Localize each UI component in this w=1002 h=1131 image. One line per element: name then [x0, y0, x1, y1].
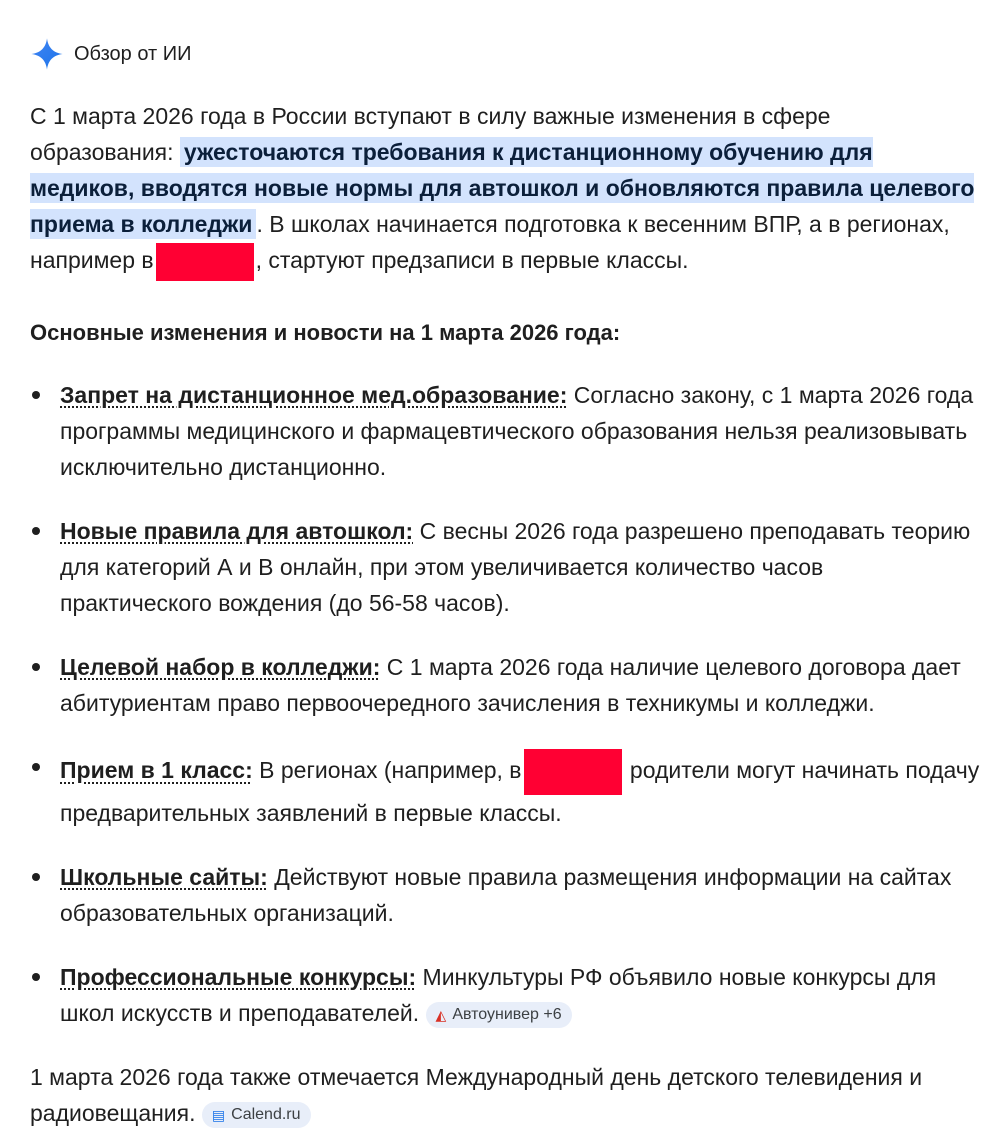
list-item — [30, 959, 980, 1031]
bullet — [32, 873, 40, 881]
intro-paragraph — [30, 98, 980, 281]
section-title: Основные изменения и новости на 1 марта 2026 года: — [30, 319, 621, 345]
item-text: Минкультуры РФ объявило новые конкурсы для школ искусств и преподавателей. — [60, 963, 937, 1026]
redaction-block — [156, 243, 254, 281]
source-logo-icon: ◭ — [435, 1006, 447, 1023]
list-item — [30, 377, 980, 485]
bullet — [32, 763, 40, 771]
intro-text-2: . В школах начинается подготовка к весенним ВПР, а в регионах, например в — [30, 211, 950, 273]
list-item — [30, 749, 980, 831]
intro-text-1: С 1 марта 2026 года в России вступают в силу важные изменения в сфере образования: — [30, 103, 831, 165]
term-link[interactable]: Целевой набор в колледжи: — [60, 653, 381, 680]
ai-overview — [30, 0, 980, 1131]
item-text: В регионах (например, в — [252, 757, 522, 783]
item-text: С 1 марта 2026 года наличие целевого договора дает абитуриентам право первоочередного зачисления в техникумы и колледжи. — [60, 653, 961, 716]
term-link[interactable]: Запрет на дистанционное мед.образование: — [60, 381, 568, 408]
closing-text: 1 марта 2026 года также отмечается Международный день детского телевидения и радиовещания. — [30, 1063, 923, 1126]
bullet — [32, 527, 40, 535]
bullet — [32, 973, 40, 981]
calendar-icon: ▤ — [211, 1106, 226, 1123]
term-link[interactable]: Новые правила для автошкол: — [60, 517, 414, 544]
chip-label: Автоунивер +6 — [452, 1005, 562, 1023]
item-text: Согласно закону, с 1 марта 2026 года программы медицинского и фармацевтического образования нельзя реализовывать исключительно дистанционно. — [60, 381, 974, 480]
item-text: С весны 2026 года разрешено преподавать теорию для категорий А и В онлайн, при этом увеличивается количество часов практического вождения (до 56-58 часов). — [60, 517, 971, 616]
overview-title: Обзор от ИИ — [74, 42, 192, 65]
list-item — [30, 859, 980, 931]
sparkle-icon — [30, 37, 64, 71]
item-text: родители могут начинать подачу предварительных заявлений в первые классы. — [60, 757, 980, 826]
source-chip-calend[interactable] — [202, 1102, 311, 1128]
highlighted-summary[interactable]: ужесточаются требования к дистанционному обучению для медиков, вводятся новые нормы для автошкол и обновляются правила целевого приема в колледжи — [30, 139, 975, 237]
list-item — [30, 513, 980, 621]
overview-header — [30, 28, 980, 80]
redaction-block — [524, 749, 622, 795]
source-chip-autouniver[interactable] — [426, 1002, 572, 1028]
term-link[interactable]: Школьные сайты: — [60, 863, 268, 890]
news-list — [30, 377, 980, 1031]
closing-paragraph — [30, 1059, 980, 1131]
bullet — [32, 663, 40, 671]
term-link[interactable]: Прием в 1 класс: — [60, 757, 253, 783]
bullet — [32, 391, 40, 399]
term-link[interactable]: Профессиональные конкурсы: — [60, 963, 417, 990]
intro-text-3: , стартуют предзаписи в первые классы. — [255, 247, 689, 273]
chip-label: Calend.ru — [231, 1105, 301, 1123]
item-text: Действуют новые правила размещения информации на сайтах образовательных организаций. — [60, 863, 952, 926]
list-item — [30, 649, 980, 721]
